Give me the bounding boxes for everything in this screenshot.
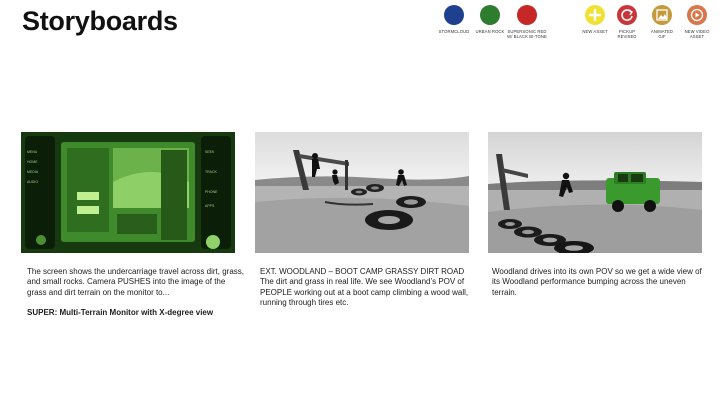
screen-label: HOME bbox=[27, 160, 38, 164]
supersonic-red-swatch bbox=[517, 5, 537, 25]
super-text: SUPER: Multi-Terrain Monitor with X-degree view bbox=[27, 308, 214, 318]
legend-label: SUPERSONIC RED W/ BLACK BI-TONE bbox=[507, 29, 547, 39]
urban-rock-swatch bbox=[480, 5, 500, 25]
image-icon bbox=[652, 5, 672, 25]
caption-text: The screen shows the undercarriage travel across dirt, grass, and small rocks. Camera PUSHES into the image of the grass and dirt terrain on the monitor to... bbox=[27, 267, 244, 297]
stormcloud-swatch bbox=[444, 5, 464, 25]
legend-label: STORMCLOUD bbox=[438, 29, 470, 34]
screen-label: MENU bbox=[27, 150, 38, 154]
plus-icon bbox=[585, 5, 605, 25]
screen-label: MEDIA bbox=[27, 170, 39, 174]
frame-3-caption bbox=[492, 267, 710, 298]
frame-1-caption bbox=[27, 267, 245, 319]
legend-label: NEW ASSET bbox=[582, 29, 608, 34]
terrain-monitor-image bbox=[21, 132, 235, 253]
color-legend bbox=[0, 5, 727, 45]
page-title: Storyboards bbox=[22, 6, 178, 36]
legend-label: URBAN ROCK bbox=[475, 29, 505, 34]
screen-label: APPS bbox=[205, 204, 215, 208]
screen-label: PHONE bbox=[205, 190, 218, 194]
legend-label: ANIMATED GIF bbox=[650, 29, 674, 39]
legend-label: PICKUP REVISED bbox=[617, 29, 637, 39]
caption-text: Woodland drives into its own POV so we get a wide view of its Woodland performance bumping across the uneven terrain. bbox=[492, 267, 702, 297]
legend-item-supersonic-red bbox=[505, 5, 549, 39]
video-icon bbox=[687, 5, 707, 25]
woodland-suv-image bbox=[488, 132, 702, 253]
refresh-icon bbox=[617, 5, 637, 25]
boot-camp-image bbox=[255, 132, 469, 253]
screen-label: SEEK bbox=[205, 150, 215, 154]
legend-item-new-video-asset bbox=[675, 5, 719, 39]
caption-text: The dirt and grass in real life. We see Woodland’s POV of PEOPLE working out at a boot camp climbing a wood wall, running through tires etc. bbox=[260, 277, 469, 308]
screen-label: TRACK bbox=[205, 170, 217, 174]
frame-2-caption bbox=[260, 267, 478, 309]
legend-label: NEW VIDEO ASSET bbox=[684, 29, 710, 39]
screen-label: AUDIO bbox=[27, 180, 39, 184]
scene-heading: EXT. WOODLAND – BOOT CAMP GRASSY DIRT ROAD bbox=[260, 267, 465, 276]
